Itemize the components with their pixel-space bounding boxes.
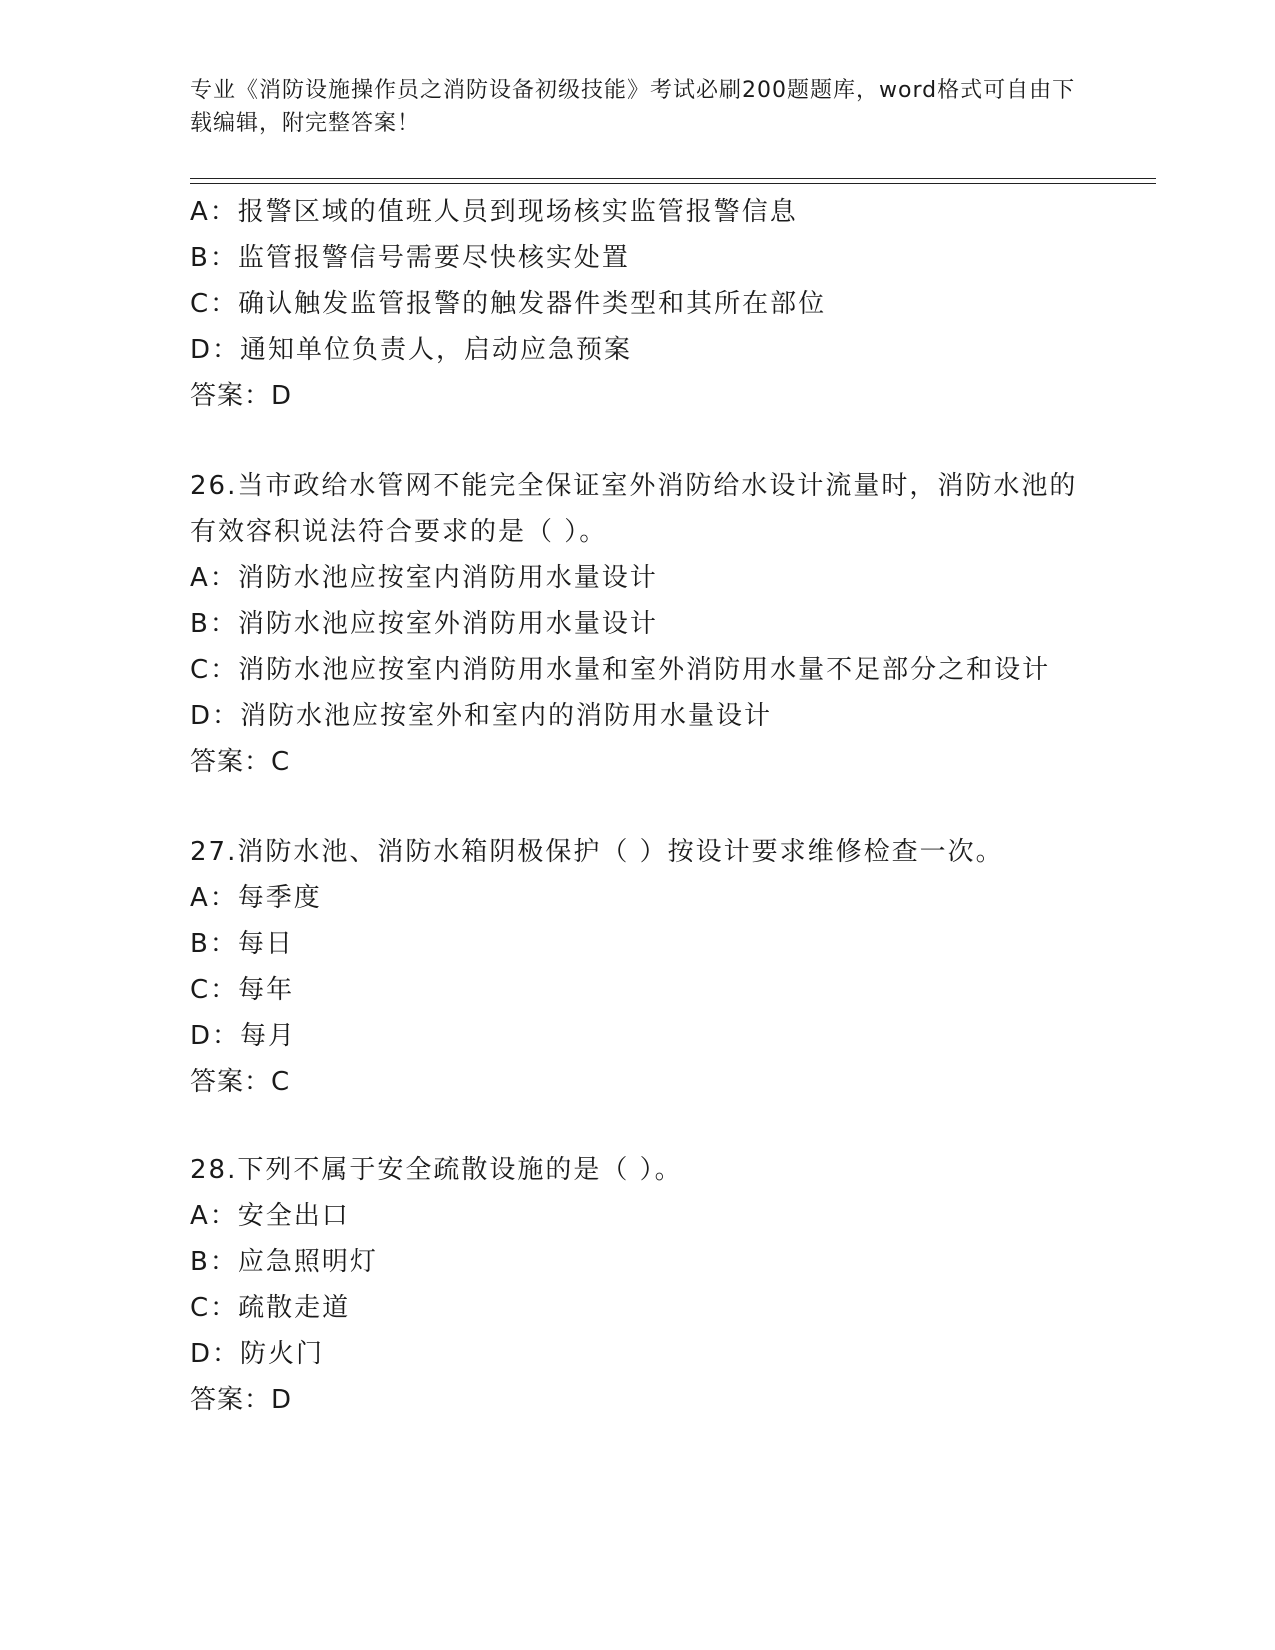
spacer	[190, 1105, 1150, 1147]
option-c: C：疏散走道	[190, 1293, 351, 1323]
option-c: C：每年	[190, 975, 295, 1005]
option-c: C：确认触发监管报警的触发器件类型和其所在部位	[190, 289, 827, 319]
question-block-26	[190, 463, 1150, 785]
question-text: 27.消防水池、消防水箱阴极保护（ ）按设计要求维修检查一次。	[190, 837, 1004, 867]
option-a: A：报警区域的值班人员到现场核实监管报警信息	[190, 197, 798, 227]
spacer	[190, 419, 1150, 463]
option-d: D：防火门	[190, 1339, 325, 1369]
option-d: D：通知单位负责人，启动应急预案	[190, 335, 633, 365]
header-divider-top	[190, 178, 1156, 179]
option-a: A：每季度	[190, 883, 322, 913]
question-list	[190, 189, 1150, 1423]
question-text: 26.当市政给水管网不能完全保证室外消防给水设计流量时，消防水池的有效容积说法符合要求的是（ ）。	[190, 471, 1078, 547]
option-b: B：每日	[190, 929, 294, 959]
answer-line: 答案：C	[190, 1067, 291, 1097]
question-block-prev	[190, 189, 1150, 419]
option-a: A：消防水池应按室内消防用水量设计	[190, 563, 658, 593]
option-d: D：消防水池应按室外和室内的消防用水量设计	[190, 701, 773, 731]
question-text: 28.下列不属于安全疏散设施的是（ ）。	[190, 1155, 683, 1185]
option-c: C：消防水池应按室内消防用水量和室外消防用水量不足部分之和设计	[190, 655, 1051, 685]
header-divider-bottom	[190, 183, 1156, 184]
option-b: B：应急照明灯	[190, 1247, 378, 1277]
option-d: D：每月	[190, 1021, 297, 1051]
question-block-28	[190, 1147, 1150, 1423]
spacer	[190, 785, 1150, 829]
answer-line: 答案：D	[190, 381, 293, 411]
option-b: B：监管报警信号需要尽快核实处置	[190, 243, 630, 273]
question-block-27	[190, 829, 1150, 1105]
document-header: 专业《消防设施操作员之消防设备初级技能》考试必刷200题题库，word格式可自由下载编辑，附完整答案！	[190, 78, 1076, 136]
answer-line: 答案：C	[190, 747, 291, 777]
option-b: B：消防水池应按室外消防用水量设计	[190, 609, 658, 639]
answer-line: 答案：D	[190, 1385, 293, 1415]
option-a: A：安全出口	[190, 1201, 350, 1231]
